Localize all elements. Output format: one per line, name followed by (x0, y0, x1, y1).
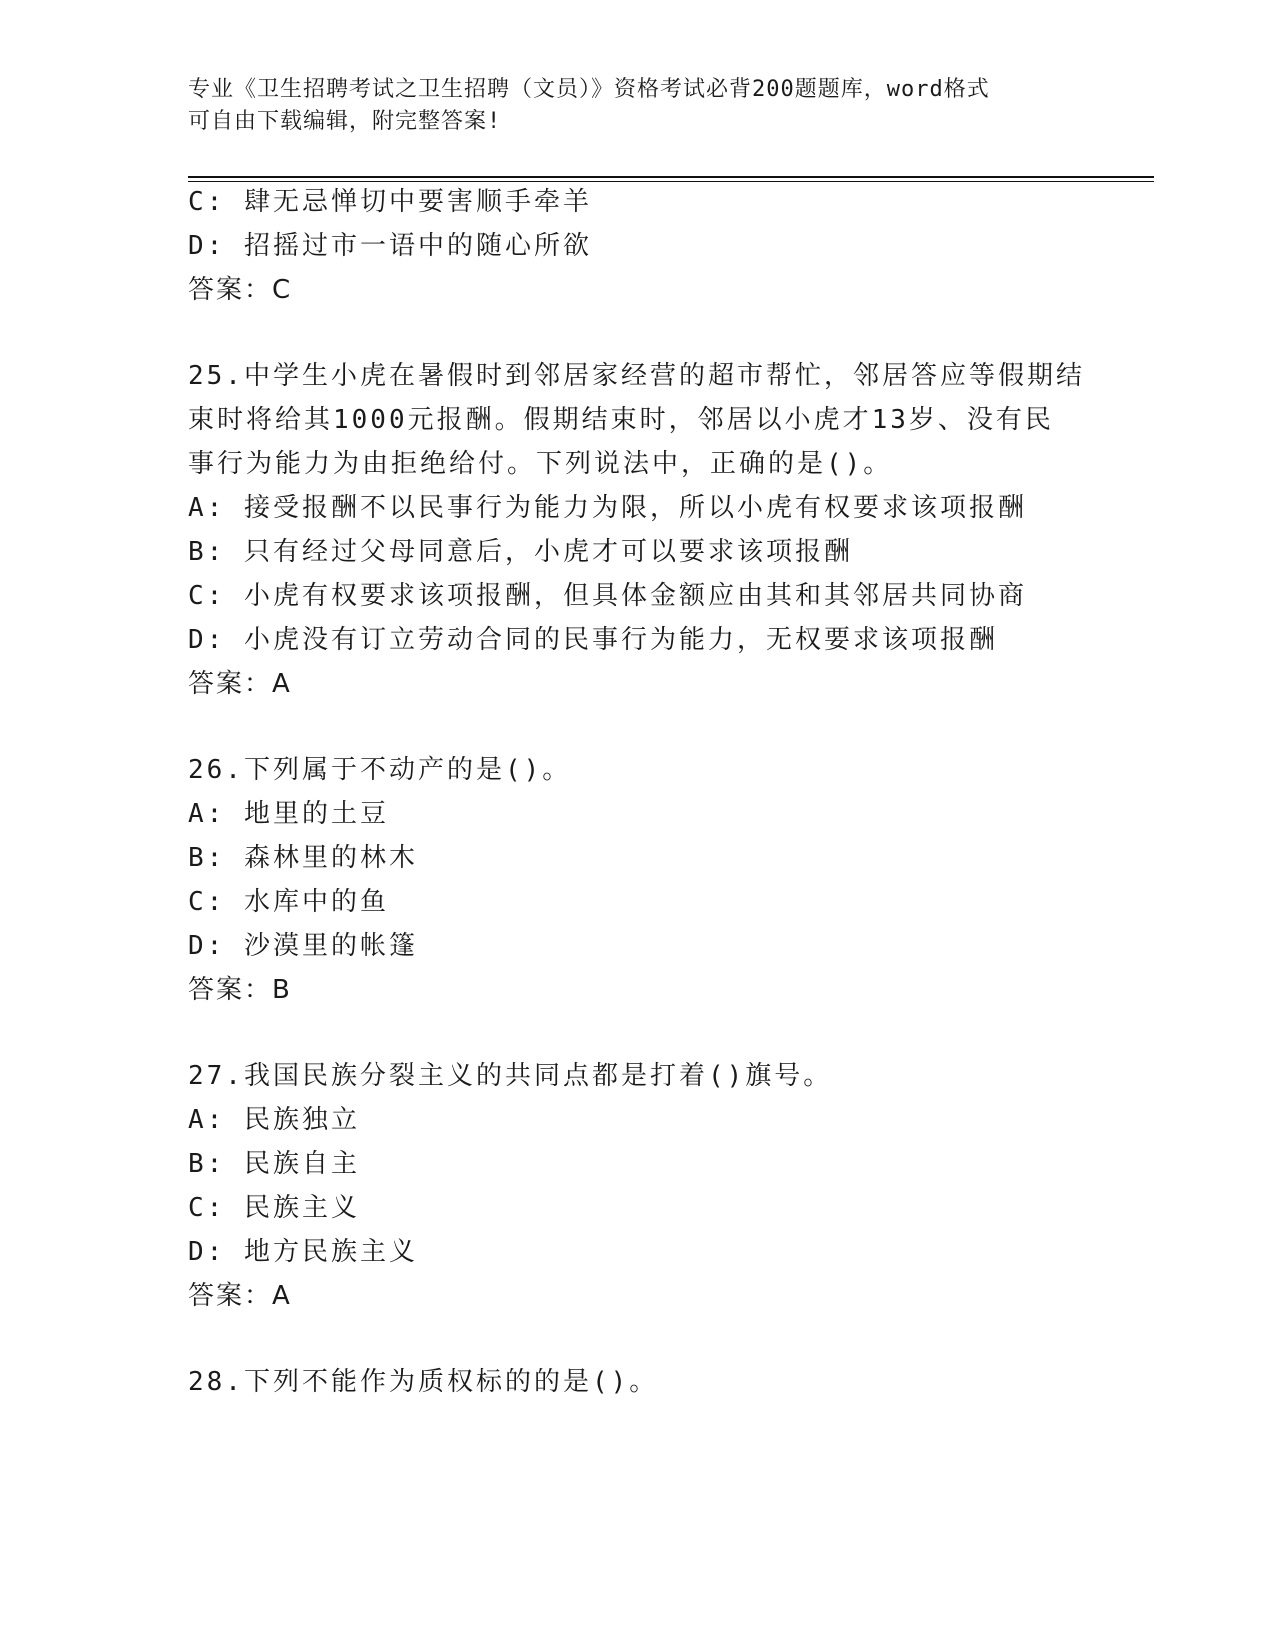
prev-answer: 答案：C (188, 275, 293, 305)
q27-option-a: A: 民族独立 (188, 1105, 360, 1135)
q25-option-d: D: 小虎没有订立劳动合同的民事行为能力，无权要求该项报酬 (188, 625, 998, 655)
prev-option-c: C: 肆无忌惮切中要害顺手牵羊 (188, 187, 592, 217)
q26-answer: 答案：B (188, 975, 292, 1005)
q27-option-b: B: 民族自主 (188, 1149, 360, 1179)
q26-stem: 26.下列属于不动产的是()。 (188, 755, 572, 785)
q26-option-c: C: 水库中的鱼 (188, 887, 389, 917)
prev-option-d: D: 招摇过市一语中的随心所欲 (188, 231, 592, 261)
q25-stem-line1: 25.中学生小虎在暑假时到邻居家经营的超市帮忙，邻居答应等假期结 (188, 361, 1085, 391)
q25-stem-line2: 束时将给其1000元报酬。假期结束时，邻居以小虎才13岁、没有民 (188, 405, 1054, 435)
q25-option-a: A: 接受报酬不以民事行为能力为限，所以小虎有权要求该项报酬 (188, 493, 1027, 523)
q27-option-c: C: 民族主义 (188, 1193, 360, 1223)
q27-stem: 27.我国民族分裂主义的共同点都是打着()旗号。 (188, 1061, 833, 1091)
q28-stem: 28.下列不能作为质权标的的是()。 (188, 1367, 659, 1397)
header-title-line1: 专业《卫生招聘考试之卫生招聘（文员）》资格考试必背200题题库，word格式 (188, 77, 990, 102)
q25-stem-line3: 事行为能力为由拒绝给付。下列说法中，正确的是()。 (188, 449, 893, 479)
q26-option-a: A: 地里的土豆 (188, 799, 389, 829)
q25-option-c: C: 小虎有权要求该项报酬，但具体金额应由其和其邻居共同协商 (188, 581, 1027, 611)
document-header (188, 74, 1088, 138)
q25-option-b: B: 只有经过父母同意后，小虎才可以要求该项报酬 (188, 537, 853, 567)
q27-option-d: D: 地方民族主义 (188, 1237, 418, 1267)
header-title-line2: 可自由下载编辑，附完整答案! (188, 109, 502, 134)
q27-answer: 答案：A (188, 1281, 292, 1311)
q25-answer: 答案：A (188, 669, 292, 699)
header-divider-thick (188, 176, 1154, 178)
q26-option-d: D: 沙漠里的帐篷 (188, 931, 418, 961)
header-divider-thin (188, 181, 1154, 182)
q26-option-b: B: 森林里的林木 (188, 843, 418, 873)
